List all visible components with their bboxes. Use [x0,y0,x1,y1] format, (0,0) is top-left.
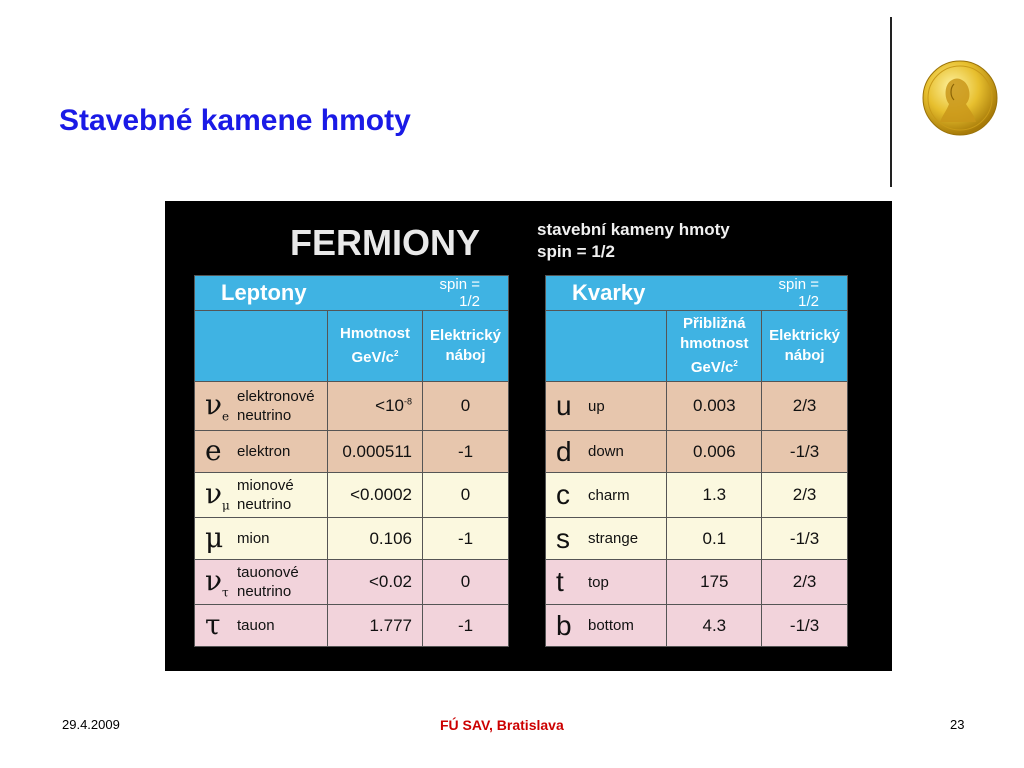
symbol-text: τ [205,607,221,641]
particle-mass [328,560,423,605]
particle-mass: 0.003 [667,382,762,431]
particle-charge: 2/3 [762,560,848,605]
particle-name: top [588,573,609,591]
lepton-symbol-cell [195,431,328,473]
particle-charge: 2/3 [762,382,848,431]
particle-mass [328,605,423,647]
leptons-mass-header [328,311,423,382]
particle-name: strange [588,530,639,547]
particle-name: up [588,397,605,415]
particle-name-line: neutrino [237,583,292,600]
lepton-symbol-cell [195,518,328,560]
quarks-title: Kvarky [546,276,762,311]
particle-mass [328,518,423,560]
mass-value: <0.02 [368,572,412,591]
particle-charge: 0 [423,473,509,518]
particle-mass: 4.3 [667,605,762,647]
particle-name-line: neutrino [237,496,292,513]
quarks-mass-header [667,311,762,382]
symbol-text: ν [205,564,223,598]
quark-row [546,473,848,518]
particle-name: down [588,443,624,460]
particle-charge: -1/3 [762,605,848,647]
quark-row [546,431,848,473]
figure-subheading [537,219,730,263]
quark-symbol-cell [546,560,667,605]
quark-symbol-cell [546,473,667,518]
particle-name-line: elektron [237,443,291,460]
subheading-line-2: spin = 1/2 [537,242,615,261]
vertical-divider [890,17,892,187]
lepton-symbol-cell [195,382,328,431]
particle-name [237,434,327,470]
subheading-line-1: stavební kameny hmoty [537,220,730,239]
particle-symbol: d [556,435,572,467]
particle-mass [328,431,423,473]
particle-mass: 0.006 [667,431,762,473]
leptons-spin: spin = 1/2 [423,276,509,311]
particle-name [237,521,327,557]
quark-row [546,382,848,431]
particle-charge: -1/3 [762,518,848,560]
particle-name [237,563,327,601]
leptons-table [194,275,509,647]
particle-charge: 0 [423,382,509,431]
footer-date: 29.4.2009 [62,717,120,732]
quark-symbol-cell [546,518,667,560]
lepton-symbol-cell [195,560,328,605]
lepton-row [195,431,509,473]
particle-name [237,387,327,425]
quark-row [546,605,848,647]
lepton-symbol-cell [195,605,328,647]
quark-symbol-cell [546,605,667,647]
particle-symbol [195,476,237,514]
particle-name-line: mion [237,530,270,547]
header-text: Elektrický [769,327,841,344]
particle-charge: -1 [423,431,509,473]
symbol-text: ν [205,477,223,511]
header-text: náboj [445,347,486,364]
particle-symbol [195,434,237,470]
header-text: hmotnost [680,335,749,352]
particle-charge: -1 [423,518,509,560]
symbol-text: μ [205,520,224,554]
symbol-subscript: τ [222,585,229,600]
quarks-charge-header [762,311,848,382]
particle-charge: -1/3 [762,431,848,473]
header-unit-sup: 2 [733,359,738,368]
figure-heading: FERMIONY [290,222,481,263]
quark-row [546,560,848,605]
particle-symbol: s [556,522,570,554]
particle-symbol: b [556,609,572,641]
particle-name-line: elektronové [237,388,315,405]
particle-mass: 1.3 [667,473,762,518]
header-unit-text: GeV/c [351,349,395,366]
leptons-title: Leptony [195,276,423,311]
particle-mass [328,473,423,518]
particle-symbol: c [556,479,570,510]
header-unit-text: GeV/c [690,359,734,376]
particle-name-line: tauon [237,617,275,634]
symbol-text: ν [205,388,223,422]
particle-name [237,476,327,514]
header-unit-sup: 2 [394,349,399,358]
particle-symbol [195,521,237,557]
mass-value: <0.0002 [350,485,412,504]
particle-symbol: u [556,390,572,421]
lepton-row [195,382,509,431]
header-text: Hmotnost [340,325,410,342]
header-text: Přibližná [683,315,746,332]
symbol-subscript: e [222,409,230,424]
particle-name-line: tauonové [237,564,299,581]
lepton-row [195,473,509,518]
lepton-row [195,605,509,647]
quarks-spin: spin = 1/2 [762,276,848,311]
particle-name-line: neutrino [237,407,292,424]
particle-symbol: t [556,566,564,597]
footer-institution: FÚ SAV, Bratislava [440,717,564,733]
mass-value: <10 [375,396,404,415]
symbol-subscript: μ [222,498,230,513]
particle-mass [328,382,423,431]
quarks-blank-header [546,311,667,382]
footer-page-number: 23 [950,717,965,732]
quark-symbol-cell [546,431,667,473]
header-text: náboj [784,347,825,364]
slide-title: Stavebné kamene hmoty [59,104,411,137]
header-unit [667,354,761,378]
particle-mass: 0.1 [667,518,762,560]
particle-charge: 2/3 [762,473,848,518]
quark-symbol-cell [546,382,667,431]
lepton-row [195,518,509,560]
header-text: Elektrický [430,327,501,344]
mass-value: 1.777 [369,615,412,635]
mass-value: 0.106 [369,528,412,548]
mass-exponent: -8 [403,396,412,407]
particle-name-line: mionové [237,477,294,494]
particle-mass: 175 [667,560,762,605]
particle-symbol [195,563,237,601]
particle-charge: -1 [423,605,509,647]
quarks-table [545,275,848,647]
particle-name: bottom [588,617,634,634]
symbol-text: e [205,433,222,467]
particle-charge: 0 [423,560,509,605]
particle-symbol [195,608,237,644]
lepton-row [195,560,509,605]
leptons-blank-header [195,311,328,382]
mass-value: 0.000511 [342,441,412,461]
nobel-medal-icon [922,60,998,136]
quark-row [546,518,848,560]
header-unit [328,344,422,368]
particle-symbol [195,387,237,425]
particle-name: charm [588,486,630,504]
lepton-symbol-cell [195,473,328,518]
leptons-charge-header [423,311,509,382]
particle-name [237,608,327,644]
